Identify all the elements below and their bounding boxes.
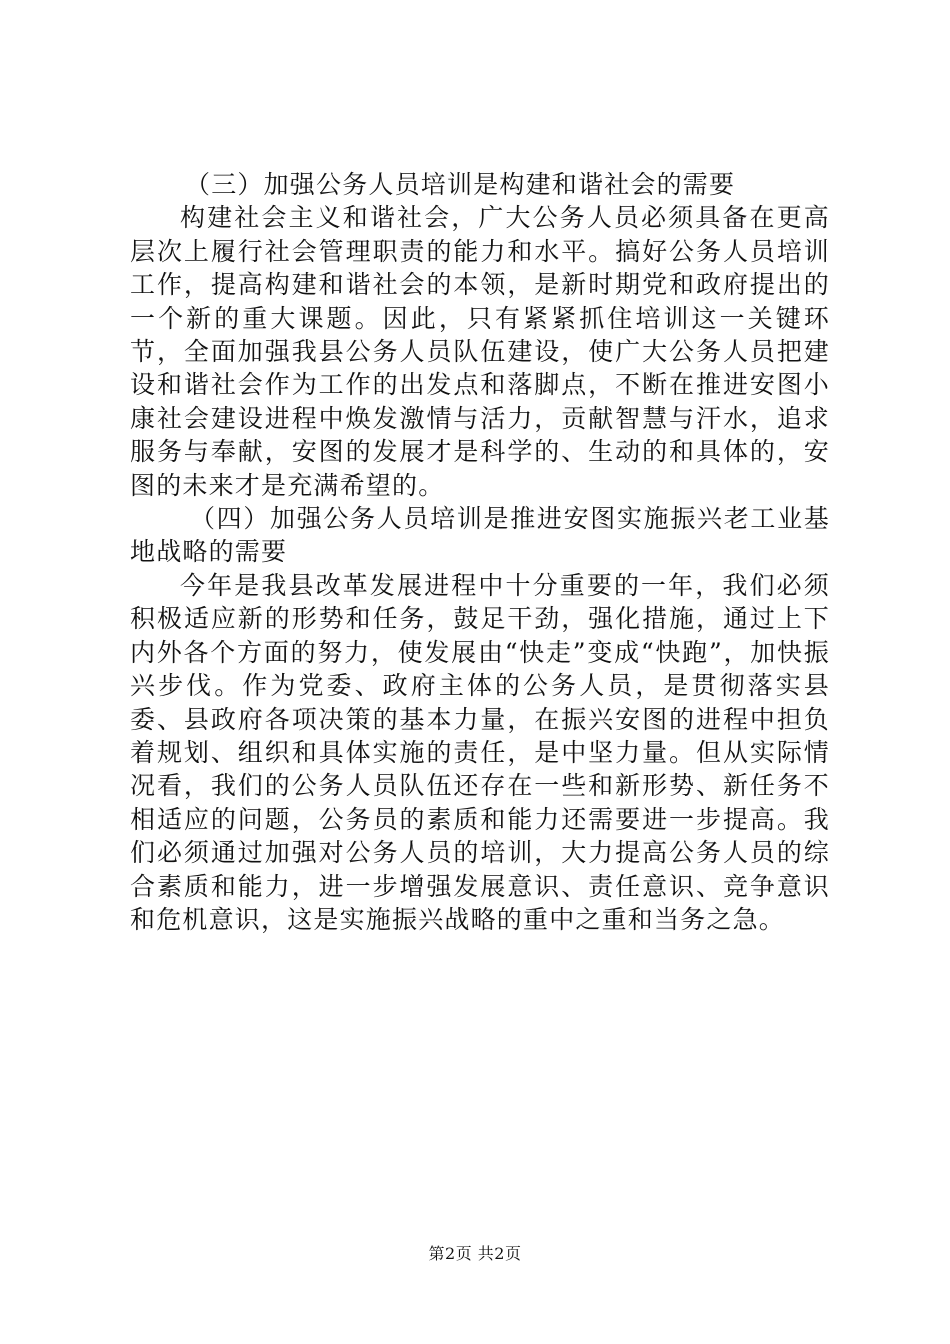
- section-paragraph-3: 构建社会主义和谐社会，广大公务人员必须具备在更高层次上履行社会管理职责的能力和水平。搞好公务人员培训工作，提高构建和谐社会的本领，是新时期党和政府提出的一个新的重大课题。因此，只有紧紧抓住培训这一关键环节，全面加强我县公务人员队伍建设，使广大公务人员把建设和谐社会作为工作的出发点和落脚点，不断在推进安图小康社会建设进程中焕发激情与活力，贡献智慧与汗水，追求服务与奉献，安图的发展才是科学的、生动的和具体的，安图的未来才是充满希望的。: [130, 203, 830, 500]
- section-paragraph-4: 今年是我县改革发展进程中十分重要的一年，我们必须积极适应新的形势和任务，鼓足干劲，强化措施，通过上下内外各个方面的努力，使发展由“快走”变成“快跑”，加快振兴步伐。作为党委、政府主体的公务人员，是贯彻落实县委、县政府各项决策的基本力量，在振兴安图的进程中担负着规划、组织和具体实施的责任，是中坚力量。但从实际情况看，我们的公务人员队伍还存在一些和新形势、新任务不相适应的问题，公务员的素质和能力还需要进一步提高。我们必须通过加强对公务人员的培训，大力提高公务人员的综合素质和能力，进一步增强发展意识、责任意识、竞争意识和危机意识，这是实施振兴战略的重中之重和当务之急。: [130, 570, 830, 934]
- section-heading-4: （四）加强公务人员培训是推进安图实施振兴老工业基地战略的需要: [130, 504, 830, 567]
- section-heading-3: （三）加强公务人员培训是构建和谐社会的需要: [185, 170, 736, 199]
- document-body: [130, 168, 830, 936]
- page-footer: 第2页 共2页: [428, 1244, 522, 1263]
